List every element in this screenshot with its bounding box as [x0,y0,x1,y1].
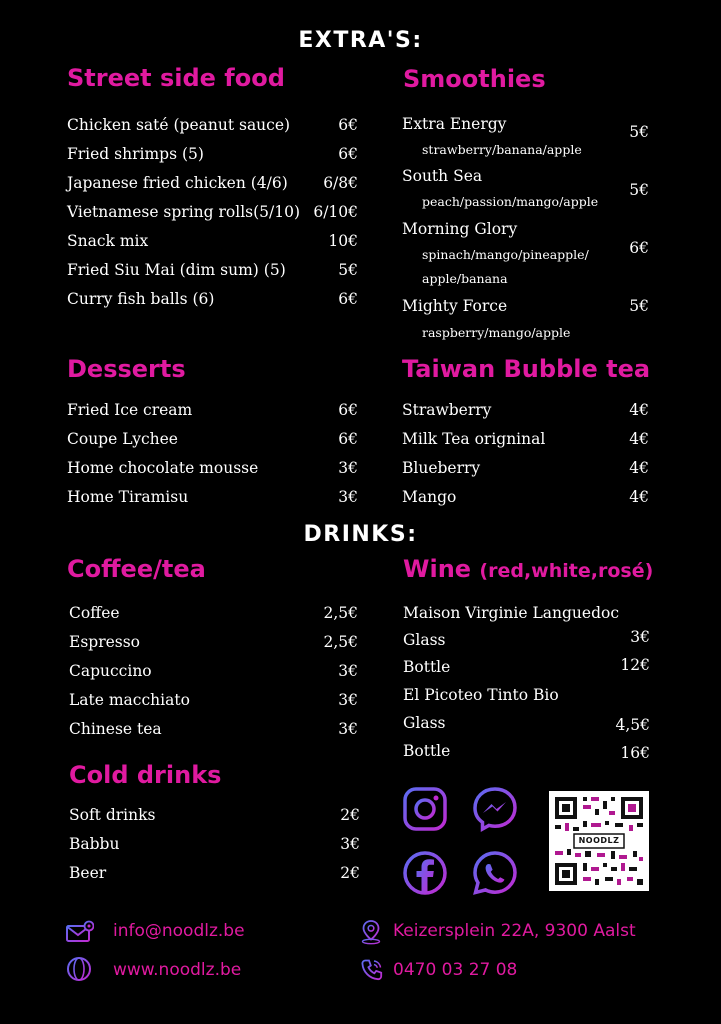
messenger-icon[interactable] [472,786,518,832]
wine-name: El Picoteo Tinto Bio [403,686,559,704]
menu-item-price: 6€ [338,430,358,448]
menu-item-price: 2,5€ [323,604,358,622]
menu-item-price: 4€ [629,459,649,477]
menu-item-name: Chicken saté (peanut sauce) [67,116,291,134]
menu-item-price: 2,5€ [323,633,358,651]
wine-glass-price: 4,5€ [615,716,650,734]
menu-item-name: Soft drinks [69,806,156,824]
smoothie-name: Morning Glory [402,220,518,238]
website-link[interactable]: www.noodlz.be [113,960,242,980]
menu-item-price: 4€ [629,401,649,419]
menu-item-name: Milk Tea origninal [402,430,546,448]
menu-item-name: Fried Ice cream [67,401,193,419]
smoothie-price: 5€ [629,297,649,315]
menu-item-name: Espresso [69,633,141,651]
menu-item-price: 10€ [328,232,358,250]
smoothie-description: apple/banana [422,271,508,286]
menu-item-name: Coffee [69,604,120,622]
street-food-title: Street side food [67,64,285,92]
email-link[interactable]: info@noodlz.be [113,921,245,941]
menu-item-price: 6€ [338,116,358,134]
smoothie-price: 5€ [629,181,649,199]
smoothie-price: 5€ [629,123,649,141]
menu-item-price: 5€ [338,261,358,279]
smoothie-description: spinach/mango/pineapple/ [422,247,589,262]
drinks-heading: DRINKS: [303,522,418,547]
smoothie-name: Mighty Force [402,297,508,315]
wine-bottle-price: 12€ [620,656,650,674]
whatsapp-icon[interactable] [472,850,518,896]
menu-item-price: 6/10€ [313,203,358,221]
cold-drinks-title: Cold drinks [69,761,222,789]
menu-item-price: 3€ [338,459,358,477]
qr-code[interactable] [549,791,649,891]
wine-name: Maison Virginie Languedoc [403,604,620,622]
menu-item-name: Vietnamese spring rolls(5/10) [67,203,301,221]
wine-bottle-label: Bottle [403,742,451,760]
menu-item-price: 6/8€ [323,174,358,192]
menu-item-name: Coupe Lychee [67,430,178,448]
menu-item-price: 3€ [338,691,358,709]
wine-glass-label: Glass [403,631,446,649]
menu-item-name: Babbu [69,835,120,853]
instagram-icon[interactable] [402,786,448,832]
phone-icon [360,958,384,982]
menu-item-name: Home Tiramisu [67,488,189,506]
bubble-tea-title: Taiwan Bubble tea [402,355,651,383]
menu-item-price: 2€ [340,864,360,882]
menu-item-name: Mango [402,488,457,506]
menu-item-price: 3€ [340,835,360,853]
menu-item-name: Strawberry [402,401,492,419]
menu-item-name: Snack mix [67,232,149,250]
location-pin-icon [360,919,382,945]
wine-glass-price: 3€ [630,628,650,646]
smoothie-name: South Sea [402,167,483,185]
smoothie-description: raspberry/mango/apple [422,325,571,340]
coffee-tea-title: Coffee/tea [67,555,206,583]
menu-item-price: 3€ [338,662,358,680]
menu-item-price: 2€ [340,806,360,824]
globe-icon [66,956,92,982]
menu-item-name: Blueberry [402,459,481,477]
wine-title-text: Wine [403,555,472,583]
menu-item-name: Capuccino [69,662,152,680]
menu-item-price: 6€ [338,145,358,163]
smoothie-description: strawberry/banana/apple [422,142,582,157]
menu-item-name: Curry fish balls (6) [67,290,215,308]
smoothies-title: Smoothies [403,65,546,93]
smoothie-description: peach/passion/mango/apple [422,194,599,209]
menu-item-price: 4€ [629,488,649,506]
menu-item-name: Fried shrimps (5) [67,145,204,163]
wine-bottle-price: 16€ [620,744,650,762]
menu-item-name: Fried Siu Mai (dim sum) (5) [67,261,286,279]
menu-item-name: Late macchiato [69,691,190,709]
menu-item-name: Chinese tea [69,720,162,738]
desserts-title: Desserts [67,355,186,383]
menu-item-name: Home chocolate mousse [67,459,259,477]
email-icon [66,920,94,944]
wine-subtitle: (red,white,rosé) [479,560,654,582]
phone-link[interactable]: 0470 03 27 08 [393,960,518,980]
wine-title [403,555,653,583]
qr-label: NOODLZ [578,836,620,845]
menu-item-price: 3€ [338,720,358,738]
menu-item-name: Beer [69,864,107,882]
facebook-icon[interactable] [402,850,448,896]
wine-bottle-label: Bottle [403,658,451,676]
menu-item-price: 6€ [338,401,358,419]
menu-item-price: 4€ [629,430,649,448]
smoothie-price: 6€ [629,239,649,257]
extras-heading: EXTRA'S: [298,28,423,53]
wine-glass-label: Glass [403,714,446,732]
menu-item-price: 3€ [338,488,358,506]
menu-item-name: Japanese fried chicken (4/6) [67,174,288,192]
address-text: Keizersplein 22A, 9300 Aalst [393,921,636,941]
smoothie-name: Extra Energy [402,115,507,133]
menu-item-price: 6€ [338,290,358,308]
